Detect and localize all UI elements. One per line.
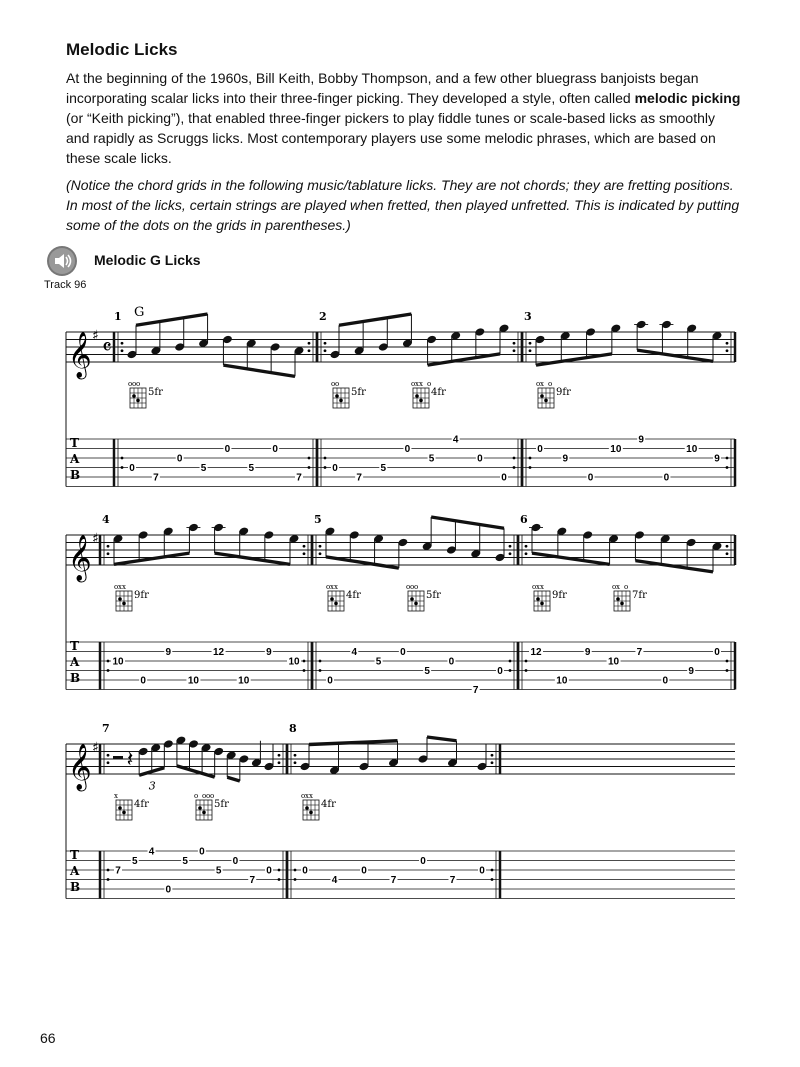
tab-repeat-dot <box>121 466 124 469</box>
measure-number: 6 <box>520 513 528 526</box>
tab-number: 10 <box>112 656 124 668</box>
tab-number: 0 <box>477 453 483 465</box>
repeat-dot <box>529 349 532 352</box>
tab-clef-letter: A <box>70 864 80 878</box>
tab-clef-letter: A <box>70 655 80 669</box>
tab-repeat-dot <box>726 660 729 663</box>
grid-string-mark: x <box>415 380 419 388</box>
tab-number: 10 <box>610 444 622 455</box>
tab-number: 5 <box>215 865 222 877</box>
repeat-dot <box>525 545 528 548</box>
grid-string-mark: o <box>624 583 629 591</box>
tab-clef-letter: T <box>70 848 79 862</box>
tab-number: 0 <box>224 444 231 455</box>
beam <box>428 354 500 365</box>
tab-number: 12 <box>213 647 225 658</box>
beam <box>339 314 411 325</box>
half-rest <box>113 756 123 759</box>
grid-dot <box>339 399 343 403</box>
grid-dot <box>414 602 418 606</box>
grid-dot <box>118 597 122 601</box>
repeat-dot <box>491 754 494 757</box>
tab-number: 10 <box>686 444 698 455</box>
beam <box>227 777 240 781</box>
tab-number: 0 <box>587 472 594 484</box>
tab-number: 5 <box>428 453 435 465</box>
tab-repeat-dot <box>319 660 322 663</box>
repeat-dot <box>726 349 729 352</box>
grid-string-mark: o <box>406 583 411 591</box>
tab-number: 5 <box>131 856 138 867</box>
tab-repeat-dot <box>491 878 494 881</box>
tab-number: 5 <box>248 463 255 474</box>
common-time: 𝄴 <box>102 335 112 361</box>
page-number: 66 <box>40 1030 56 1046</box>
key-signature-sharp: ♯ <box>92 327 99 344</box>
grid-dot <box>419 399 423 403</box>
measure-number: 3 <box>524 310 532 323</box>
beam <box>114 553 189 564</box>
grid-string-mark: x <box>419 380 423 388</box>
beam <box>431 517 504 528</box>
tab-repeat-dot <box>324 466 327 469</box>
grid-string-mark: o <box>194 792 199 800</box>
tab-repeat-dot <box>107 660 110 663</box>
tab-number: 0 <box>327 675 333 687</box>
tab-number: 0 <box>663 472 670 484</box>
beam <box>637 350 713 361</box>
tab-number: 0 <box>176 453 183 465</box>
grid-dot <box>309 811 313 815</box>
tab-repeat-dot <box>726 457 729 460</box>
grid-string-mark: x <box>536 583 540 591</box>
grid-fret-label: 4fr <box>346 590 361 601</box>
grid-string-mark: o <box>128 380 133 388</box>
grid-string-mark: o <box>210 792 215 800</box>
repeat-dot <box>278 761 281 764</box>
tab-number: 9 <box>562 453 569 465</box>
grid-dot <box>198 806 202 810</box>
grid-dot <box>136 399 140 403</box>
repeat-dot <box>308 349 311 352</box>
tab-repeat-dot <box>121 457 124 460</box>
tab-repeat-dot <box>308 457 311 460</box>
tab-clef-letter: T <box>70 436 79 450</box>
tab-number: 0 <box>332 463 338 474</box>
grid-dot <box>118 806 122 810</box>
treble-clef: 𝄞 <box>68 332 92 378</box>
grid-string-mark: x <box>309 792 313 800</box>
tab-number: 9 <box>638 434 644 446</box>
grid-string-mark: o <box>536 380 541 388</box>
tab-number: 7 <box>472 685 479 696</box>
tab-number: 0 <box>272 444 278 455</box>
section-heading: Melodic Licks <box>66 40 178 59</box>
measure-number: 4 <box>102 513 110 526</box>
tab-repeat-dot <box>278 878 281 881</box>
repeat-dot <box>107 552 110 555</box>
tab-number: 0 <box>497 666 503 677</box>
tab-number: 0 <box>302 865 308 877</box>
grid-string-mark: x <box>122 583 126 591</box>
repeat-dot <box>726 545 729 548</box>
fretting-note: (Notice the chord grids in the following music/tablature licks. They are not chords; they are fretting positions. In most of the licks, certain strings are played when fretted, then played unfretted. This is indicated by putting some of the dots on the grids in parentheses.) <box>66 177 740 233</box>
grid-string-mark: x <box>305 792 309 800</box>
measure-number: 2 <box>319 310 327 323</box>
beam <box>177 766 215 777</box>
tab-repeat-dot <box>294 878 297 881</box>
tab-clef-letter: A <box>70 452 80 466</box>
tab-number: 0 <box>501 472 507 484</box>
tab-number: 10 <box>187 675 199 687</box>
intro-bold-term: melodic picking <box>634 90 741 106</box>
key-signature-sharp: ♯ <box>92 739 99 756</box>
tab-number: 0 <box>404 444 411 455</box>
repeat-dot <box>107 761 110 764</box>
measure-number: 1 <box>114 310 122 323</box>
grid-fret-label: 4fr <box>134 799 149 810</box>
tab-repeat-dot <box>529 457 532 460</box>
repeat-dot <box>529 342 532 345</box>
lick-subheading: Melodic G Licks <box>94 252 201 268</box>
tab-number: 9 <box>714 453 720 465</box>
tab-number: 0 <box>479 865 485 877</box>
tab-repeat-dot <box>491 869 494 872</box>
tab-repeat-dot <box>303 660 306 663</box>
beam <box>215 553 290 564</box>
grid-string-mark: x <box>114 792 118 800</box>
repeat-dot <box>513 342 516 345</box>
tab-number: 7 <box>356 472 362 484</box>
grid-string-mark: o <box>548 380 553 388</box>
repeat-dot <box>726 342 729 345</box>
tab-clef-letter: B <box>70 468 81 482</box>
treble-clef: 𝄞 <box>68 744 92 790</box>
tab-repeat-dot <box>107 878 110 881</box>
tab-number: 0 <box>129 463 135 474</box>
tab-number: 7 <box>153 472 159 484</box>
grid-string-mark: o <box>612 583 617 591</box>
grid-string-mark: x <box>118 583 122 591</box>
tab-number: 0 <box>165 884 172 896</box>
tab-repeat-dot <box>509 669 512 672</box>
tab-number: 0 <box>537 444 543 455</box>
tab-repeat-dot <box>525 669 528 672</box>
grid-dot <box>540 602 544 606</box>
tab-repeat-dot <box>107 869 110 872</box>
tab-clef-letter: B <box>70 880 81 894</box>
tab-number: 7 <box>115 865 121 877</box>
grid-string-mark: o <box>335 380 340 388</box>
grid-string-mark: o <box>301 792 306 800</box>
tab-number: 4 <box>452 434 459 446</box>
grid-dot <box>616 597 620 601</box>
chord-symbol: G <box>134 305 145 320</box>
tab-repeat-dot <box>509 660 512 663</box>
tab-number: 10 <box>238 675 250 687</box>
grid-fret-label: 5fr <box>148 387 163 398</box>
tab-repeat-dot <box>726 466 729 469</box>
grid-dot <box>122 811 126 815</box>
repeat-dot <box>294 754 297 757</box>
tab-repeat-dot <box>303 669 306 672</box>
tab-repeat-dot <box>319 669 322 672</box>
grid-fret-label: 5fr <box>351 387 366 398</box>
tab-number: 4 <box>148 846 155 858</box>
quarter-rest: 𝄽 <box>126 747 134 773</box>
beam <box>536 354 612 365</box>
tab-number: 7 <box>296 472 302 484</box>
tab-number: 5 <box>182 856 188 867</box>
tab-number: 7 <box>636 647 643 658</box>
tab-number: 9 <box>165 647 172 658</box>
grid-string-mark: o <box>427 380 432 388</box>
tab-number: 0 <box>199 846 205 858</box>
grid-dot <box>410 597 414 601</box>
grid-string-mark: o <box>326 583 331 591</box>
repeat-dot <box>308 342 311 345</box>
intro-text-1: At the beginning of the 1960s, Bill Keith, Bobby Thompson, and a few other bluegrass banjoists began incorporating scalar licks into their three-finger picking. They developed a style, often called <box>66 70 699 106</box>
beam <box>532 553 610 564</box>
grid-fret-label: 9fr <box>134 590 149 601</box>
tab-repeat-dot <box>513 466 516 469</box>
repeat-dot <box>324 349 327 352</box>
tab-number: 7 <box>249 875 256 886</box>
tab-number: 7 <box>390 875 397 886</box>
grid-string-mark: x <box>540 380 544 388</box>
grid-dot <box>536 597 540 601</box>
tab-number: 0 <box>662 675 669 687</box>
grid-string-mark: o <box>532 583 537 591</box>
grid-string-mark: o <box>136 380 141 388</box>
tab-number: 4 <box>351 647 358 658</box>
tab-repeat-dot <box>278 869 281 872</box>
tab-number: 0 <box>140 675 146 687</box>
grid-dot <box>132 394 136 398</box>
grid-fret-label: 5fr <box>214 799 229 810</box>
grid-string-mark: o <box>114 583 119 591</box>
tab-number: 5 <box>380 463 387 474</box>
grid-string-mark: o <box>206 792 211 800</box>
grid-fret-label: 9fr <box>552 590 567 601</box>
tab-number: 0 <box>448 656 455 668</box>
tab-repeat-dot <box>525 660 528 663</box>
grid-string-mark: o <box>331 380 336 388</box>
intro-text-2: (or “Keith picking”), that enabled three-finger pickers to play fiddle tunes or scale-based licks as smoothly and rapidly as Scruggs licks. Most contemporary players use some melodic phrases, which are based on these scale licks. <box>66 110 716 166</box>
grid-string-mark: o <box>202 792 207 800</box>
grid-string-mark: x <box>616 583 620 591</box>
repeat-dot <box>319 552 322 555</box>
repeat-dot <box>294 761 297 764</box>
grid-dot <box>540 394 544 398</box>
repeat-dot <box>726 552 729 555</box>
tab-number: 12 <box>530 647 542 658</box>
tab-repeat-dot <box>726 669 729 672</box>
grid-dot <box>620 602 624 606</box>
grid-fret-label: 7fr <box>632 590 647 601</box>
tab-number: 9 <box>584 647 591 658</box>
tab-number: 9 <box>688 666 694 677</box>
treble-clef: 𝄞 <box>68 535 92 581</box>
repeat-dot <box>121 349 124 352</box>
grid-fret-label: 4fr <box>321 799 336 810</box>
grid-string-mark: x <box>330 583 334 591</box>
tab-number: 0 <box>420 856 426 867</box>
grid-fret-label: 9fr <box>556 387 571 398</box>
repeat-dot <box>121 342 124 345</box>
repeat-dot <box>107 545 110 548</box>
grid-string-mark: o <box>132 380 137 388</box>
repeat-dot <box>278 754 281 757</box>
triplet-mark: 3 <box>148 779 156 793</box>
repeat-dot <box>107 754 110 757</box>
beam <box>326 557 399 568</box>
tab-number: 7 <box>449 875 456 886</box>
tab-number: 10 <box>556 675 568 687</box>
beam <box>635 561 713 572</box>
grid-string-mark: o <box>411 380 416 388</box>
tab-number: 5 <box>424 666 430 677</box>
beam <box>223 365 295 376</box>
tab-number: 9 <box>266 647 272 658</box>
beam <box>136 314 208 325</box>
tab-repeat-dot <box>513 457 516 460</box>
grid-dot <box>330 597 334 601</box>
grid-dot <box>415 394 419 398</box>
repeat-dot <box>525 552 528 555</box>
measure-number: 5 <box>314 513 322 526</box>
grid-fret-label: 4fr <box>431 387 446 398</box>
tab-number: 5 <box>200 463 207 474</box>
tab-repeat-dot <box>308 466 311 469</box>
tab-number: 0 <box>232 856 239 867</box>
tab-number: 4 <box>331 875 338 886</box>
repeat-dot <box>491 761 494 764</box>
grid-string-mark: x <box>334 583 338 591</box>
repeat-dot <box>319 545 322 548</box>
tab-repeat-dot <box>294 869 297 872</box>
tab-number: 0 <box>361 865 367 877</box>
tab-repeat-dot <box>529 466 532 469</box>
repeat-dot <box>509 552 512 555</box>
repeat-dot <box>324 342 327 345</box>
tab-repeat-dot <box>324 457 327 460</box>
grid-dot <box>305 806 309 810</box>
grid-dot <box>334 602 338 606</box>
tab-repeat-dot <box>107 669 110 672</box>
grid-dot <box>122 602 126 606</box>
tab-number: 0 <box>266 865 272 877</box>
grid-string-mark: o <box>414 583 419 591</box>
tab-number: 0 <box>400 647 406 658</box>
beam <box>427 737 457 741</box>
tab-number: 5 <box>375 656 382 668</box>
repeat-dot <box>303 545 306 548</box>
tab-number: 10 <box>608 656 620 668</box>
track-label: Track 96 <box>44 279 87 291</box>
grid-dot <box>544 399 548 403</box>
measure-number: 8 <box>289 722 297 735</box>
grid-string-mark: x <box>540 583 544 591</box>
measure-number: 7 <box>102 722 110 735</box>
repeat-dot <box>513 349 516 352</box>
key-signature-sharp: ♯ <box>92 530 99 547</box>
tab-clef-letter: T <box>70 639 79 653</box>
grid-dot <box>202 811 206 815</box>
repeat-dot <box>303 552 306 555</box>
grid-string-mark: o <box>410 583 415 591</box>
tab-number: 0 <box>714 647 720 658</box>
repeat-dot <box>509 545 512 548</box>
grid-fret-label: 5fr <box>426 590 441 601</box>
tab-number: 10 <box>288 656 300 668</box>
grid-dot <box>335 394 339 398</box>
tab-clef-letter: B <box>70 671 81 685</box>
